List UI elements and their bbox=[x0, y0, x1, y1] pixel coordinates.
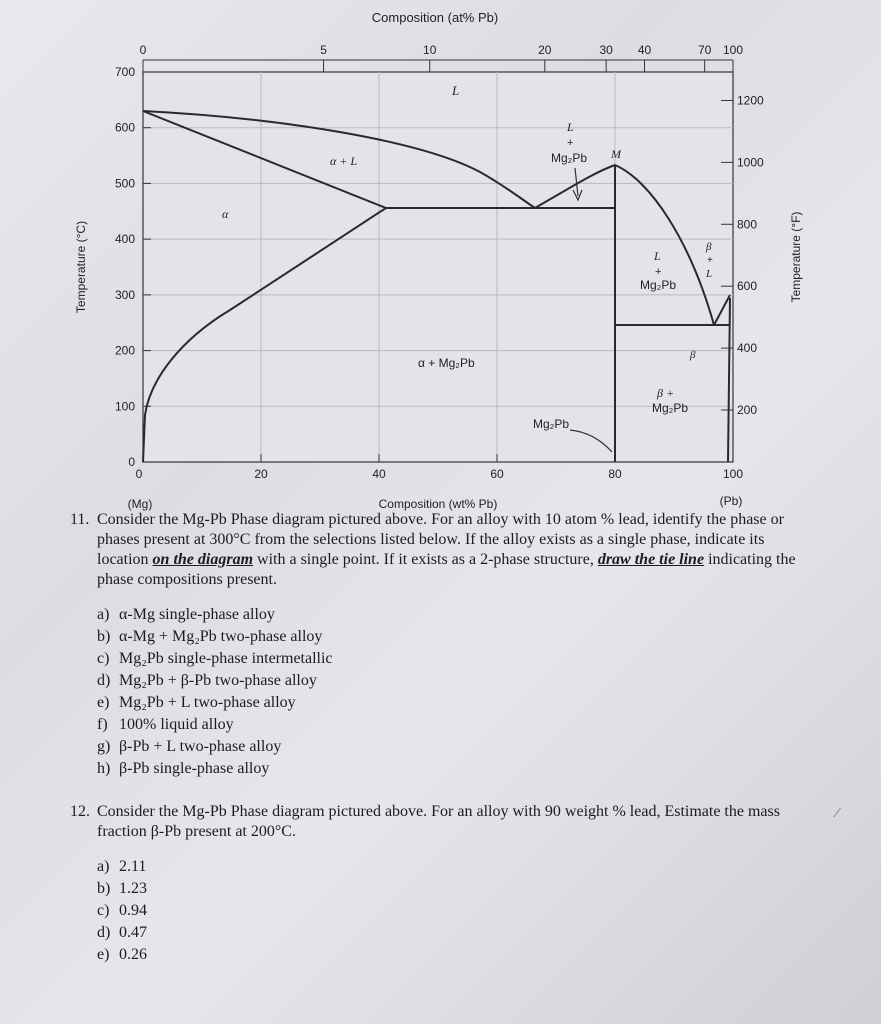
region-beta-mg2pb-2: Mg₂Pb bbox=[652, 401, 689, 415]
question-11-stem bbox=[97, 510, 810, 590]
plot-frame bbox=[143, 72, 733, 462]
bottom-tick-label: 100 bbox=[722, 467, 744, 481]
region-beta-l-2: + bbox=[707, 255, 713, 266]
left-tick-label: 700 bbox=[114, 65, 135, 79]
region-liquid: L bbox=[452, 83, 460, 98]
question-11-options bbox=[97, 604, 810, 780]
region-beta: β bbox=[690, 349, 696, 361]
left-tick-label: 500 bbox=[114, 176, 135, 191]
region-alpha-liquid: α + L bbox=[330, 154, 358, 168]
option-item[interactable]: g) β-Pb + L two-phase alloy bbox=[97, 738, 282, 755]
bottom-tick-label: 40 bbox=[372, 467, 386, 481]
q11-emphasis-tie-line: draw the tie line bbox=[597, 551, 705, 568]
question-11 bbox=[70, 510, 810, 780]
question-12-options bbox=[97, 856, 810, 966]
top-tick-label: 5 bbox=[320, 43, 327, 57]
top-tick-label: 30 bbox=[599, 43, 613, 57]
option-item[interactable]: a) α-Mg single-phase alloy bbox=[97, 606, 275, 623]
bottom-axis-title: Composition (wt% Pb) bbox=[378, 497, 498, 511]
question-12-number: 12. bbox=[70, 803, 90, 820]
option-item[interactable]: e) 0.26 bbox=[97, 946, 147, 963]
bottom-tick-label: 80 bbox=[608, 467, 622, 481]
option-item[interactable]: c) Mg₂Pb single-phase intermetallic bbox=[97, 650, 333, 667]
left-tick-label: 300 bbox=[114, 287, 135, 302]
option-item[interactable]: c) 0.94 bbox=[97, 902, 147, 919]
region-l-mg2pb-3: Mg₂Pb bbox=[551, 151, 588, 165]
option-item[interactable]: e) Mg₂Pb + L two-phase alloy bbox=[97, 694, 296, 711]
region-l-mg2pb-1: L bbox=[567, 120, 574, 134]
pen-mark-icon: ⁄ bbox=[836, 806, 839, 821]
left-axis-label: Temperature (°C) bbox=[74, 220, 88, 314]
bottom-tick-label: 20 bbox=[254, 467, 268, 481]
top-tick-label: 40 bbox=[637, 43, 652, 57]
congruent-point-m: M bbox=[611, 147, 621, 161]
region-beta-l-3: L bbox=[706, 268, 713, 280]
right-tick-label: 400 bbox=[737, 341, 758, 356]
right-tick-label: 1200 bbox=[737, 93, 764, 108]
option-item[interactable]: d) 0.47 bbox=[97, 924, 147, 941]
left-tick-label: 0 bbox=[128, 455, 135, 469]
region-alpha-mg2pb: α + Mg₂Pb bbox=[418, 356, 475, 370]
top-tick-label: 0 bbox=[139, 43, 147, 57]
option-item[interactable]: b) α-Mg + Mg₂Pb two-phase alloy bbox=[97, 628, 323, 645]
top-axis-title: Composition (at% Pb) bbox=[371, 10, 499, 25]
region-l-mg2pb-2: + bbox=[567, 137, 574, 149]
top-tick-label: 100 bbox=[722, 43, 744, 57]
question-12 bbox=[70, 802, 810, 966]
left-tick-label: 400 bbox=[114, 232, 135, 247]
right-tick-label: 800 bbox=[737, 217, 758, 232]
region-l-mg2pb-right-3: Mg₂Pb bbox=[640, 278, 677, 292]
region-beta-l-1: β bbox=[706, 241, 712, 253]
q11-text-2: with a single point. If it exists as a 2-phase structure, bbox=[253, 551, 598, 568]
question-11-number: 11. bbox=[70, 511, 90, 528]
option-item[interactable]: b) 1.23 bbox=[97, 880, 147, 897]
mg-end-label: (Mg) bbox=[127, 497, 153, 511]
region-alpha: α bbox=[222, 207, 229, 221]
right-tick-label: 1000 bbox=[737, 155, 764, 170]
region-beta-mg2pb-1: β + bbox=[657, 386, 675, 400]
right-tick-label: 600 bbox=[737, 279, 758, 294]
option-item[interactable]: h) β-Pb single-phase alloy bbox=[97, 760, 270, 777]
right-axis-label: Temperature (°F) bbox=[789, 211, 803, 303]
left-tick-label: 100 bbox=[114, 399, 135, 414]
left-tick-label: 200 bbox=[114, 343, 135, 358]
left-tick-label: 600 bbox=[114, 120, 135, 135]
region-l-mg2pb-right-1: L bbox=[654, 249, 661, 263]
top-tick-label: 10 bbox=[423, 43, 437, 57]
region-l-mg2pb-right-2: + bbox=[655, 266, 662, 278]
option-item[interactable]: a) 2.11 bbox=[97, 858, 147, 875]
pb-end-label: (Pb) bbox=[719, 494, 743, 508]
bottom-tick-label: 60 bbox=[490, 467, 504, 481]
q11-text-3: indicating the phase compositions present. bbox=[97, 551, 796, 588]
q11-emphasis-diagram: on the diagram bbox=[152, 551, 254, 568]
q11-text-1: Consider the Mg-Pb Phase diagram pictured above. For an alloy with 10 atom % lead, identify the phase or phases present at 300°C from the selections listed below. If the alloy exists as a single phase, indicate its location bbox=[97, 511, 784, 568]
top-tick-label: 20 bbox=[538, 43, 552, 57]
option-item[interactable]: f) 100% liquid alloy bbox=[97, 716, 234, 733]
right-tick-label: 200 bbox=[737, 403, 758, 417]
top-tick-label: 70 bbox=[698, 43, 712, 57]
bottom-tick-label: 0 bbox=[135, 467, 143, 481]
option-item[interactable]: d) Mg₂Pb + β-Pb two-phase alloy bbox=[97, 672, 317, 689]
question-12-stem: Consider the Mg-Pb Phase diagram pictured above. For an alloy with 90 weight % lead, Estimate the mass fraction β-Pb present at 200°C. bbox=[97, 803, 780, 840]
mg2pb-phase-label: Mg₂Pb bbox=[533, 417, 570, 431]
